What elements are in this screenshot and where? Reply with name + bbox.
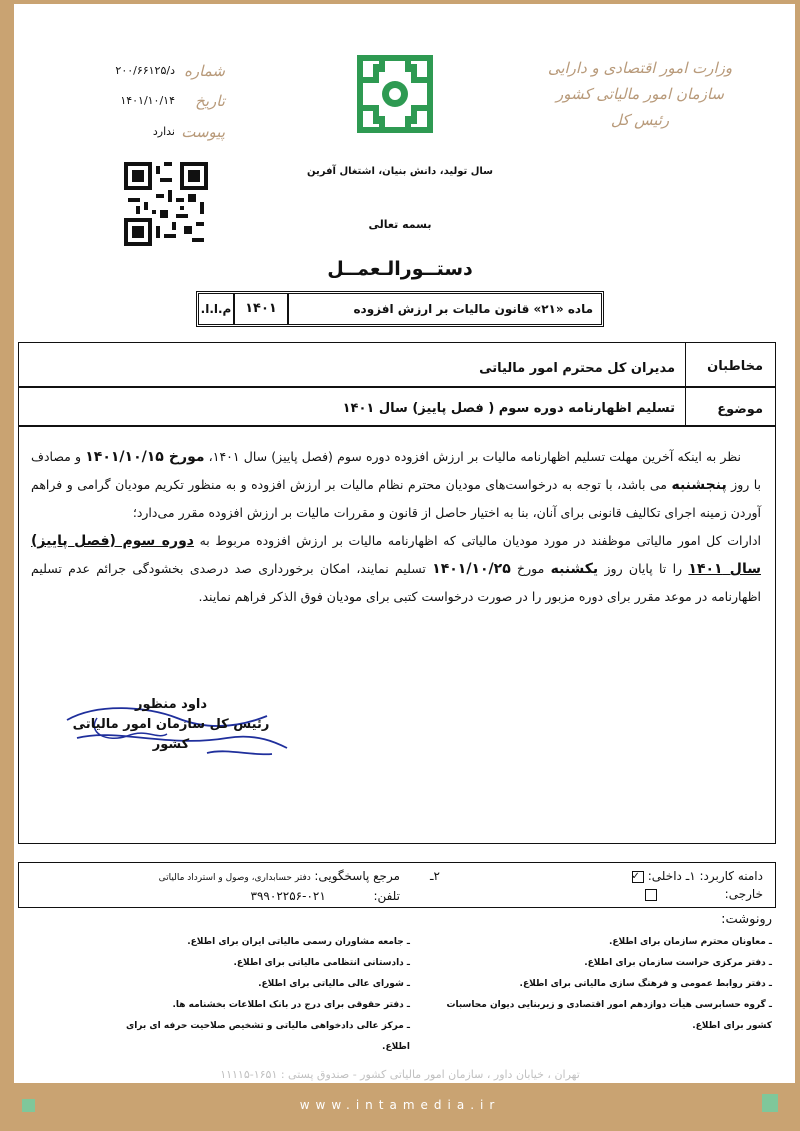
cc-left-item: ـ مرکز عالی دادخواهی مالیاتی و تشخیص صلاحیت حرفه ای برای اطلاع. — [125, 1021, 410, 1052]
external-checkbox[interactable] — [645, 889, 657, 901]
attachment-row — [55, 123, 225, 145]
footer-address: تهران ، خیابان داور ، سازمان امور مالیاتی کشور - صندوق پستی : ۱۶۵۱-۱۱۱۱۵ — [220, 1068, 580, 1081]
cc-right-item: ـ معاونان محترم سازمان برای اطلاع. — [608, 937, 772, 947]
qr-code — [122, 162, 210, 246]
signer-title: رئیس کل سازمان امور مالیاتی کشور — [72, 717, 270, 752]
phone-group — [251, 889, 400, 903]
cc-list-right — [442, 932, 772, 1037]
external-group — [645, 887, 763, 901]
response-ref-label: مرجع پاسخگویی: — [314, 869, 400, 883]
document-type-title: دستــورالـعمــل — [327, 258, 473, 280]
cc-left-item: ـ شورای عالی مالیاتی برای اطلاع. — [258, 979, 410, 989]
letter-date-row — [55, 92, 225, 114]
phone-value: ۰۲۱-۳۹۹۰۲۲۵۶ — [250, 889, 326, 903]
cc-left-item: ـ دادستانی انتظامی مالیاتی برای اطلاع. — [233, 958, 410, 968]
cc-title: رونوشت: — [721, 912, 772, 927]
ministry-line-3: رئیس کل — [610, 111, 670, 129]
para2-weekday: یکشنبه — [550, 561, 599, 577]
external-label: خارجی: — [724, 887, 763, 901]
para2-text-g: تسلیم نمایند، امکان برخورداری صد درصدی بخشودگی جرائم عدم تسلیم اظهارنامه در موعد مقرر برای دوره مزبور را در صورت درخواست کتبی برای مودیان فوق الذکر فراهم نمایند. — [31, 561, 761, 604]
number-label: شماره — [184, 62, 225, 80]
cc-left-item: ـ دفتر حقوقی برای درج در بانک اطلاعات بخشنامه ها. — [172, 1000, 410, 1010]
row-divider-1 — [19, 386, 775, 388]
paragraph-1 — [31, 443, 761, 527]
page-frame-top — [0, 0, 800, 4]
page-frame-left — [0, 0, 14, 1131]
addressee-label: مخاطبان — [707, 359, 763, 374]
paragraph-2 — [31, 527, 761, 611]
cc-right-item: ـ دفتر مرکزی حراست سازمان برای اطلاع. — [584, 958, 772, 968]
ministry-line-2: سازمان امور مالیاتی کشور — [556, 85, 724, 103]
cc-right-item: ـ گروه حسابرسی هیأت دوازدهم امور اقتصادی و زیربنایی دیوان محاسبات — [446, 1000, 772, 1010]
instruction-body — [31, 443, 761, 611]
scope-group — [632, 869, 763, 883]
para1-text-a: نظر به اینکه آخرین مهلت تسلیم اظهارنامه مالیات بر ارزش افزوده دوره سوم (فصل پاییز) سال ۱۴۰۱، — [204, 449, 742, 464]
para1-deadline: مورخ ۱۴۰۱/۱۰/۱۵ — [85, 449, 205, 465]
cc-left-item: ـ جامعه مشاوران رسمی مالیاتی ایران برای اطلاع. — [187, 937, 410, 947]
para2-date: ۱۴۰۱/۱۰/۲۵ — [432, 561, 511, 577]
application-info-box — [18, 862, 776, 908]
signature-block — [71, 695, 271, 755]
ministry-header — [530, 55, 750, 133]
reference-box — [196, 291, 604, 327]
label-divider — [685, 343, 686, 425]
para1-weekday: پنجشنبه — [671, 477, 727, 493]
ministry-line-1: وزارت امور اقتصادی و دارایی — [547, 59, 733, 77]
reference-year: ۱۴۰۱ — [233, 294, 287, 324]
tax-organization-logo — [352, 50, 438, 138]
year-slogan: سال تولید، دانش بنیان، اشتغال آفرین — [307, 166, 493, 177]
page-frame-right — [795, 0, 800, 1131]
cc-right-item: کشور برای اطلاع. — [692, 1021, 772, 1031]
internal-checkbox[interactable]: ✓ — [631, 870, 643, 882]
footer-website: www.intamedia.ir — [299, 1098, 501, 1112]
letter-number-row — [55, 62, 225, 84]
internal-label: ۱ـ داخلی: — [647, 869, 696, 883]
date-value: ۱۴۰۱/۱۰/۱۴ — [120, 94, 175, 107]
cc-list-left — [120, 932, 410, 1058]
cc-right-item: ـ دفتر روابط عمومی و فرهنگ سازی مالیاتی برای اطلاع. — [519, 979, 772, 989]
para1-text-e: می باشد، با توجه به درخواست‌های مودیان محترم نظام مالیات بر ارزش افزوده و به منظور تکریم مودیان گرامی و فراهم آوردن زمینه اجرای تکالیف قانونی برای آنان، بنا به اختیار حاصل از قانون و مقررات مالیات بر ارزش افزوده مقرر می‌دارد؛ — [31, 477, 761, 520]
para2-text-a: ادارات کل امور مالیاتی موظفند در مورد مودیان مالیاتی که اظهارنامه مالیات بر ارزش افزوده مربوط به — [193, 533, 761, 548]
para2-text-e: مورخ — [510, 561, 551, 576]
instruction-table — [18, 342, 776, 844]
reference-group — [159, 869, 400, 883]
basmala: بسمه تعالی — [368, 218, 432, 231]
subject-value: تسلیم اظهارنامه دوره سوم ( فصل پاییز) سال ۱۴۰۱ — [342, 401, 675, 416]
addressee-value: مدیران کل محترم امور مالیاتی — [479, 361, 675, 376]
response-ref-value: دفتر حسابداری، وصول و استرداد مالیاتی — [158, 873, 311, 883]
reference-subject: ماده «۲۱» قانون مالیات بر ارزش افزوده — [287, 294, 601, 324]
reference-code: م.ا.ا. — [200, 302, 232, 316]
item-two: ۲ـ — [430, 869, 440, 883]
scope-label: دامنه کاربرد: — [699, 869, 763, 883]
signer-name: داود منظور — [134, 697, 208, 712]
row-divider-2 — [19, 425, 775, 427]
phone-label: تلفن: — [373, 889, 400, 903]
number-value: د/۲۰۰/۶۶۱۲۵ — [115, 64, 175, 77]
date-label: تاریخ — [195, 92, 225, 110]
subject-label: موضوع — [717, 402, 763, 417]
para2-period: دوره سوم (فصل پاییز) سال ۱۴۰۱ — [31, 533, 761, 577]
attachment-label: پیوست — [181, 123, 225, 141]
attachment-value: ندارد — [152, 125, 175, 138]
para2-text-c: را تا پایان روز — [598, 561, 689, 576]
para1-text-c: و مصادف با روز — [31, 449, 762, 492]
